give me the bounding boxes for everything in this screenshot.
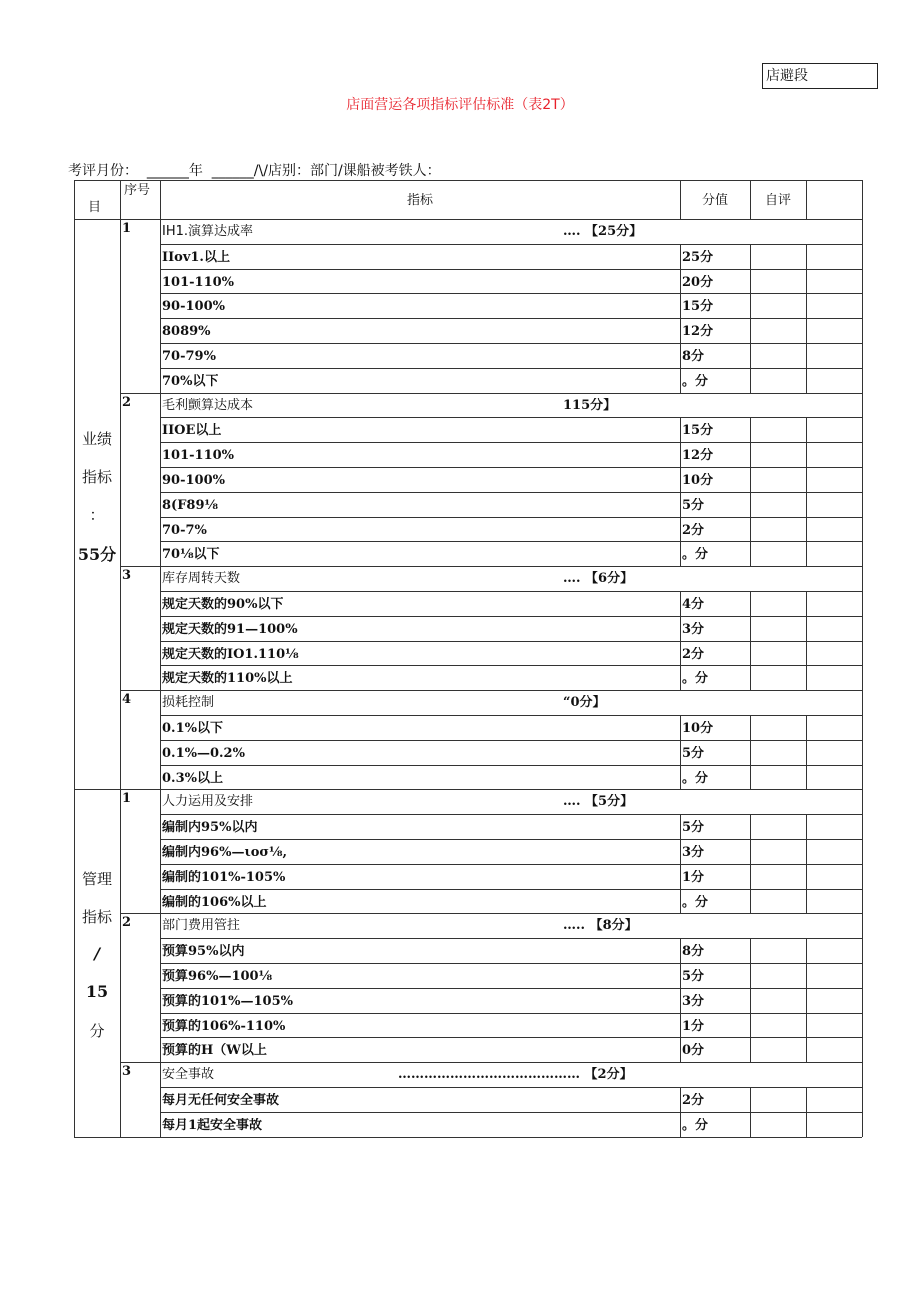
table-rule [750, 814, 751, 839]
criterion-label: 编制的101%-105% [162, 869, 286, 885]
table-rule [160, 1013, 161, 1038]
table-rule [160, 269, 862, 270]
table-rule [862, 219, 863, 1137]
table-rule [680, 417, 681, 442]
indicator-max-score: …. 【5分】 [563, 794, 634, 810]
criterion-label: 编制内95%以内 [162, 820, 258, 836]
table-rule [160, 244, 862, 245]
criterion-score: 3分 [682, 845, 705, 860]
table-rule [160, 492, 862, 493]
table-rule [750, 517, 751, 542]
table-rule [806, 864, 807, 889]
table-rule [806, 963, 807, 988]
table-rule [806, 889, 807, 914]
criterion-label: 101-110% [162, 448, 235, 464]
indicator-heading: 毛利颤算达成本 [162, 397, 254, 413]
table-rule [160, 343, 862, 344]
criterion-score: 20分 [682, 274, 714, 290]
table-rule [160, 641, 862, 642]
table-rule [74, 180, 862, 181]
table-rule [680, 467, 681, 492]
criterion-label: 8(F89⅛ [162, 497, 218, 513]
table-rule [120, 690, 862, 691]
indicator-heading: 部门费用管拄 [162, 918, 241, 934]
criterion-score: 25分 [682, 249, 714, 265]
table-rule [160, 467, 862, 468]
table-rule [160, 988, 161, 1013]
table-rule [160, 864, 862, 865]
table-rule [160, 1037, 161, 1062]
table-rule [806, 740, 807, 765]
table-rule [806, 938, 807, 963]
table-rule [750, 244, 751, 269]
category-performance-line: 55分 [77, 545, 117, 565]
table-rule [160, 963, 161, 988]
table-rule [680, 1013, 681, 1038]
table-rule [160, 665, 161, 690]
criterion-score: 3分 [682, 621, 705, 637]
criterion-label: 预算的101%—105% [162, 993, 293, 1009]
table-rule [806, 1037, 807, 1062]
criterion-score: 2分 [682, 1093, 705, 1108]
header-seq: 序号 [124, 183, 151, 198]
criterion-label: 70-7% [162, 522, 207, 538]
table-rule [120, 566, 862, 567]
table-rule [806, 988, 807, 1013]
table-rule [160, 269, 161, 294]
criterion-score: 12分 [682, 324, 714, 340]
criterion-score: 。分 [682, 547, 709, 563]
row-seq: 1 [122, 791, 132, 807]
criterion-label: 编制内96%—ιoσ⅛, [162, 845, 287, 860]
criterion-score: 5分 [682, 969, 705, 984]
criterion-score: 。分 [682, 770, 709, 786]
table-rule [160, 740, 862, 741]
table-rule [806, 368, 807, 393]
table-rule [806, 839, 807, 864]
table-rule [160, 442, 161, 467]
table-rule [750, 343, 751, 368]
indicator-max-score: “0分】 [563, 695, 606, 711]
category-management-line: 指标 [81, 908, 112, 926]
table-rule [806, 665, 807, 690]
table-rule [680, 864, 681, 889]
table-rule [806, 492, 807, 517]
table-rule [120, 913, 862, 914]
table-rule [160, 616, 161, 641]
table-rule [680, 839, 681, 864]
table-rule [160, 715, 161, 740]
category-performance-line: 业绩 [81, 430, 112, 449]
criterion-score: 3分 [682, 993, 705, 1009]
evaluation-meta-line: 考评月份： ______年 ______/\/店别：部门/课船被考铁人： [68, 163, 441, 179]
table-rule [806, 1013, 807, 1038]
criterion-score: 2分 [682, 646, 705, 662]
table-rule [750, 1112, 751, 1137]
table-rule [120, 180, 121, 219]
indicator-heading: 人力运用及安排 [162, 794, 254, 810]
table-rule [680, 740, 681, 765]
table-rule [680, 244, 681, 269]
table-rule [680, 765, 681, 790]
table-rule [160, 591, 862, 592]
criterion-score: 5分 [682, 497, 705, 513]
table-rule [680, 269, 681, 294]
criterion-label: 90-100% [162, 473, 225, 488]
table-rule [806, 641, 807, 666]
table-rule [160, 368, 862, 369]
table-rule [750, 368, 751, 393]
table-rule [862, 180, 863, 219]
table-rule [160, 591, 161, 616]
table-rule [160, 889, 862, 890]
table-rule [160, 864, 161, 889]
table-rule [160, 1112, 862, 1113]
table-rule [160, 641, 161, 666]
indicator-heading: 库存周转天数 [162, 571, 241, 587]
table-rule [160, 393, 161, 418]
indicator-max-score: …. 【6分】 [563, 571, 634, 587]
criterion-label: 70⅛以下 [162, 547, 220, 563]
table-rule [680, 442, 681, 467]
criterion-score: 1分 [682, 1018, 705, 1034]
table-rule [160, 517, 862, 518]
table-rule [750, 1013, 751, 1038]
table-rule [680, 963, 681, 988]
table-rule [74, 1137, 862, 1138]
table-rule [160, 293, 161, 318]
table-rule [806, 442, 807, 467]
table-rule [160, 541, 862, 542]
category-management-line: 分 [89, 1022, 105, 1040]
header-indicator: 指标 [406, 193, 433, 208]
table-rule [160, 1112, 161, 1137]
table-rule [680, 1087, 681, 1112]
table-rule [680, 715, 681, 740]
table-rule [120, 219, 862, 220]
criterion-score: 15分 [682, 423, 714, 439]
page-title: 店面营运各项指标评估标准（表2T） [346, 97, 574, 113]
criterion-score: 10分 [682, 473, 714, 488]
table-rule [160, 467, 161, 492]
category-performance-line: 指标 [81, 468, 112, 487]
table-rule [680, 368, 681, 393]
table-rule [160, 492, 161, 517]
criterion-score: 。分 [682, 894, 709, 910]
header-item: 目 [88, 200, 102, 215]
table-rule [750, 641, 751, 666]
table-rule [806, 269, 807, 294]
table-rule [160, 938, 161, 963]
indicator-max-score: 115分】 [563, 397, 617, 413]
criterion-label: 规定天数的90%以下 [162, 597, 284, 612]
category-management-line: / [94, 944, 100, 963]
table-rule [806, 715, 807, 740]
table-rule [680, 665, 681, 690]
table-rule [806, 180, 807, 219]
table-rule [160, 442, 862, 443]
table-rule [160, 293, 862, 294]
table-rule [680, 591, 681, 616]
table-rule [806, 517, 807, 542]
table-rule [750, 318, 751, 343]
table-rule [680, 988, 681, 1013]
table-rule [806, 541, 807, 566]
table-rule [74, 180, 75, 219]
criterion-label: IIOE以上 [162, 423, 222, 439]
table-rule [806, 765, 807, 790]
criterion-score: 10分 [682, 721, 714, 736]
criterion-score: 。分 [682, 671, 709, 687]
table-rule [806, 1087, 807, 1112]
table-rule [160, 690, 161, 715]
table-rule [120, 1062, 862, 1063]
criterion-label: 90-100% [162, 299, 225, 315]
table-rule [160, 343, 161, 368]
table-rule [680, 517, 681, 542]
criterion-label: 101-110% [162, 274, 235, 290]
table-rule [160, 1087, 161, 1112]
category-performance-line: ： [89, 506, 105, 525]
table-rule [160, 765, 862, 766]
table-rule [680, 343, 681, 368]
criterion-label: 每月无任何安全事故 [162, 1093, 280, 1108]
category-management-line: 管理 [81, 870, 112, 888]
table-rule [750, 616, 751, 641]
indicator-max-score: ….. 【8分】 [563, 918, 638, 934]
header-self-score: 自评 [764, 193, 791, 208]
table-rule [160, 889, 161, 914]
table-rule [680, 616, 681, 641]
table-rule [680, 1112, 681, 1137]
table-rule [680, 641, 681, 666]
table-rule [680, 889, 681, 914]
table-rule [750, 467, 751, 492]
table-rule [750, 417, 751, 442]
table-rule [806, 814, 807, 839]
category-management-line: 15 [85, 982, 109, 1001]
table-rule [160, 814, 161, 839]
table-rule [806, 417, 807, 442]
criterion-label: 0.1%—0.2% [162, 745, 245, 761]
table-rule [120, 393, 862, 394]
table-rule [680, 814, 681, 839]
table-rule [750, 765, 751, 790]
indicator-heading: IH1.演算达成率 [162, 224, 254, 239]
criterion-score: 8分 [682, 944, 705, 960]
indicator-heading: 安全事故 [162, 1067, 215, 1083]
criterion-score: 5分 [682, 745, 705, 761]
criterion-label: 规定天数的110%以上 [162, 671, 293, 687]
table-rule [750, 864, 751, 889]
table-rule [750, 269, 751, 294]
criterion-label: 预算95%以内 [162, 944, 245, 960]
criterion-label: 预算的H（W以上 [162, 1043, 267, 1059]
criterion-label: 70-79% [162, 349, 216, 364]
table-rule [160, 417, 161, 442]
table-rule [750, 963, 751, 988]
table-rule [750, 442, 751, 467]
criterion-score: 0分 [682, 1043, 705, 1059]
criterion-score: 15分 [682, 299, 714, 315]
criterion-label: 预算96%—100⅛ [162, 969, 273, 984]
table-rule [160, 1087, 862, 1088]
criterion-score: 4分 [682, 597, 705, 612]
row-seq: 4 [122, 692, 132, 708]
table-rule [160, 789, 161, 814]
criterion-label: 0.1%以下 [162, 721, 223, 736]
table-rule [160, 318, 862, 319]
table-rule [160, 938, 862, 939]
indicator-max-score: …. 【25分】 [563, 224, 643, 239]
table-rule [750, 1087, 751, 1112]
table-rule [806, 293, 807, 318]
criterion-label: 每月1起安全事故 [162, 1117, 263, 1133]
criterion-label: IIov1.以上 [162, 249, 230, 265]
row-seq: 3 [122, 1064, 132, 1080]
table-rule [750, 740, 751, 765]
header-score: 分值 [701, 193, 728, 208]
table-rule [160, 963, 862, 964]
criterion-label: 70%以下 [162, 373, 219, 389]
row-seq: 1 [122, 221, 132, 236]
table-rule [160, 765, 161, 790]
table-rule [680, 492, 681, 517]
row-seq: 3 [122, 568, 132, 584]
table-rule [750, 889, 751, 914]
table-rule [74, 789, 862, 790]
table-rule [160, 839, 862, 840]
criterion-label: 规定天数的91—100% [162, 621, 298, 637]
row-seq: 2 [122, 394, 132, 410]
table-rule [750, 293, 751, 318]
table-rule [680, 541, 681, 566]
criterion-label: 预算的106%-110% [162, 1018, 286, 1034]
table-rule [160, 1062, 161, 1087]
criterion-score: 12分 [682, 448, 714, 464]
table-rule [680, 318, 681, 343]
criterion-score: 。分 [682, 1117, 709, 1133]
criterion-label: 编制的106%以上 [162, 894, 267, 910]
table-rule [160, 219, 161, 244]
table-rule [160, 715, 862, 716]
table-rule [806, 244, 807, 269]
table-rule [160, 417, 862, 418]
table-rule [750, 665, 751, 690]
table-rule [160, 566, 161, 591]
table-rule [806, 1112, 807, 1137]
criterion-label: 规定天数的IO1.110⅛ [162, 646, 299, 662]
table-rule [750, 715, 751, 740]
table-rule [160, 988, 862, 989]
table-rule [160, 541, 161, 566]
table-rule [750, 938, 751, 963]
table-rule [160, 839, 161, 864]
table-rule [160, 368, 161, 393]
table-rule [160, 517, 161, 542]
table-rule [160, 665, 862, 666]
criterion-score: 。分 [682, 373, 709, 389]
table-rule [806, 616, 807, 641]
table-rule [680, 293, 681, 318]
table-rule [750, 988, 751, 1013]
criterion-label: 8089% [162, 324, 211, 340]
table-rule [160, 913, 161, 938]
table-rule [160, 318, 161, 343]
criterion-score: 1分 [682, 869, 705, 885]
table-rule [750, 541, 751, 566]
table-rule [750, 492, 751, 517]
table-rule [806, 591, 807, 616]
table-rule [120, 219, 121, 1137]
criterion-score: 8分 [682, 349, 705, 364]
table-rule [160, 1037, 862, 1038]
criterion-score: 2分 [682, 522, 705, 538]
indicator-heading: 损耗控制 [162, 695, 215, 711]
criterion-score: 5分 [682, 820, 705, 836]
table-rule [160, 244, 161, 269]
table-rule [160, 814, 862, 815]
table-rule [806, 467, 807, 492]
criterion-label: 0.3%以上 [162, 770, 223, 786]
row-seq: 2 [122, 915, 132, 931]
table-rule [680, 1037, 681, 1062]
document-code-box: 店避段 [762, 63, 878, 89]
table-rule [806, 343, 807, 368]
table-rule [750, 591, 751, 616]
table-rule [160, 616, 862, 617]
indicator-max-score: …………………………………… 【2分】 [398, 1067, 633, 1083]
table-rule [680, 938, 681, 963]
table-rule [806, 318, 807, 343]
table-rule [160, 1013, 862, 1014]
table-rule [160, 740, 161, 765]
table-rule [750, 839, 751, 864]
table-rule [750, 1037, 751, 1062]
